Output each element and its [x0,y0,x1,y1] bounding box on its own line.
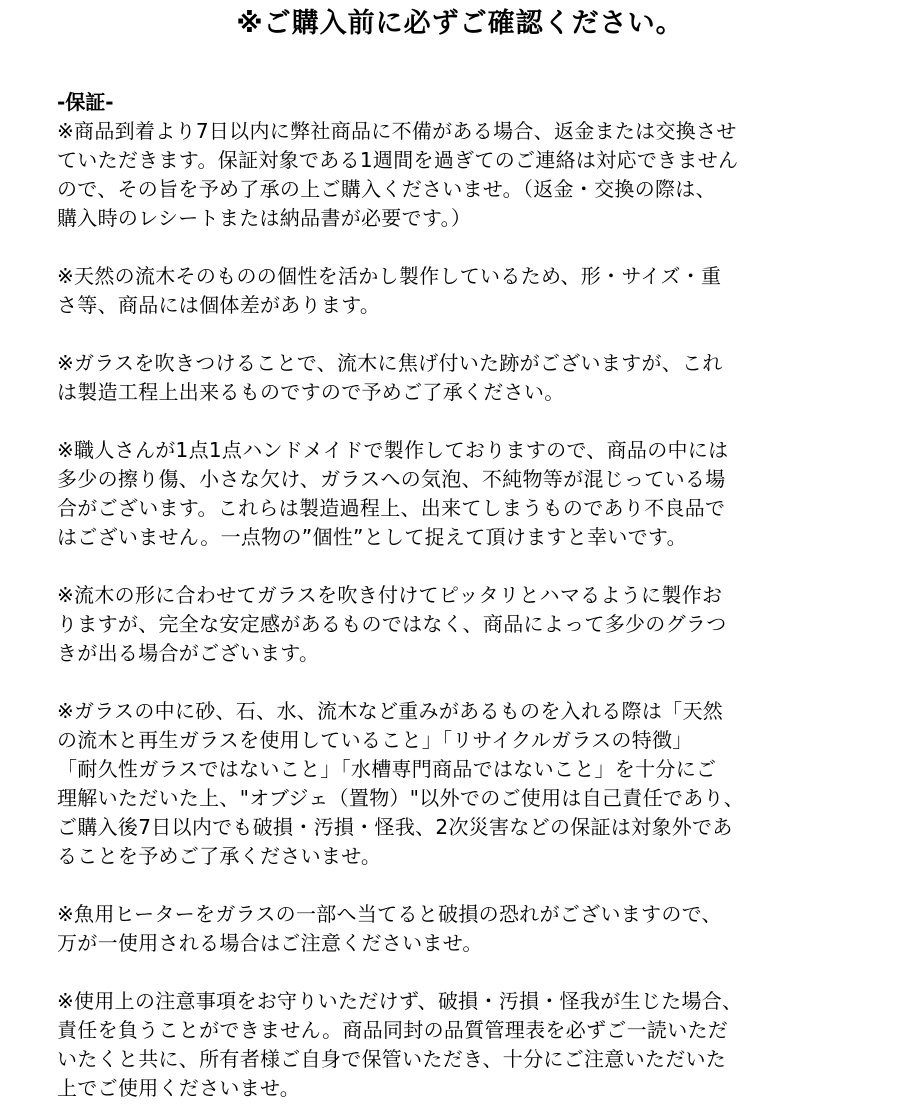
page-title: ※ご購入前に必ずご確認ください。 [236,8,684,39]
note-handmade-imperfections: ※職人さんが1点1点ハンドメイドで製作しておりますので、商品の中には 多少の擦り傷、小さな欠け、ガラスへの気泡、不純物等が混じっている場 合がございます。これらは製造過程上、出来てしまうものであり不良品で はございません。一点物の”個性”として捉えて頂けますと幸いです。 [57,438,729,549]
note-stability: ※流木の形に合わせてガラスを吹き付けてピッタリとハマるように製作お りますが、完全な安定感があるものではなく、商品によって多少のグラつ きが出る場合がございます。 [57,583,727,665]
note-warranty-return: ※商品到着より7日以内に弊社商品に不備がある場合、返金または交換させ ていただきます。保証対象である1週間を過ぎてのご連絡は対応できません ので、その旨を予め了承の上ご購入くださいませ。（返金・交換の際は、 購入時のレシートまたは納品書が必要です。） [57,119,739,230]
note-individual-differences: ※天然の流木そのものの個性を活かし製作しているため、形・サイズ・重 さ等、商品には個体差があります。 [57,264,722,317]
section-heading-warranty: -保証- [57,90,114,114]
note-usage-precautions: ※使用上の注意事項をお守りいただけず、破損・汚損・怪我が生じた場合、 責任を負うことができません。商品同封の品質管理表を必ずご一読いただ いたくと共に、所有者様ご自身で保管いただき、十分にご注意いただいた 上でご使用くださいませ。 [57,989,743,1100]
note-burn-marks: ※ガラスを吹きつけることで、流木に焦げ付いた跡がございますが、これ は製造工程上出来るものですので予めご了承ください。 [57,351,723,404]
note-fish-heater: ※魚用ヒーターをガラスの一部へ当てると破損の恐れがございますので、 万が一使用される場合はご注意くださいませ。 [57,902,722,955]
notes-list [57,117,867,1103]
note-heavy-contents: ※ガラスの中に砂、石、水、流木など重みがあるものを入れる際は「天然 の流木と再生ガラスを使用していること」「リサイクルガラスの特徴」 「耐久性ガラスではないこと」「水槽専門商品ではないこと」を十分にご 理解いただいた上、"オブジェ（置物）"以外でのご使用は自己責任であり、 ご購入後7日以内でも破損・汚損・怪我、2次災害などの保証は対象外であ ることを予めご了承くださいませ。 [57,699,745,868]
